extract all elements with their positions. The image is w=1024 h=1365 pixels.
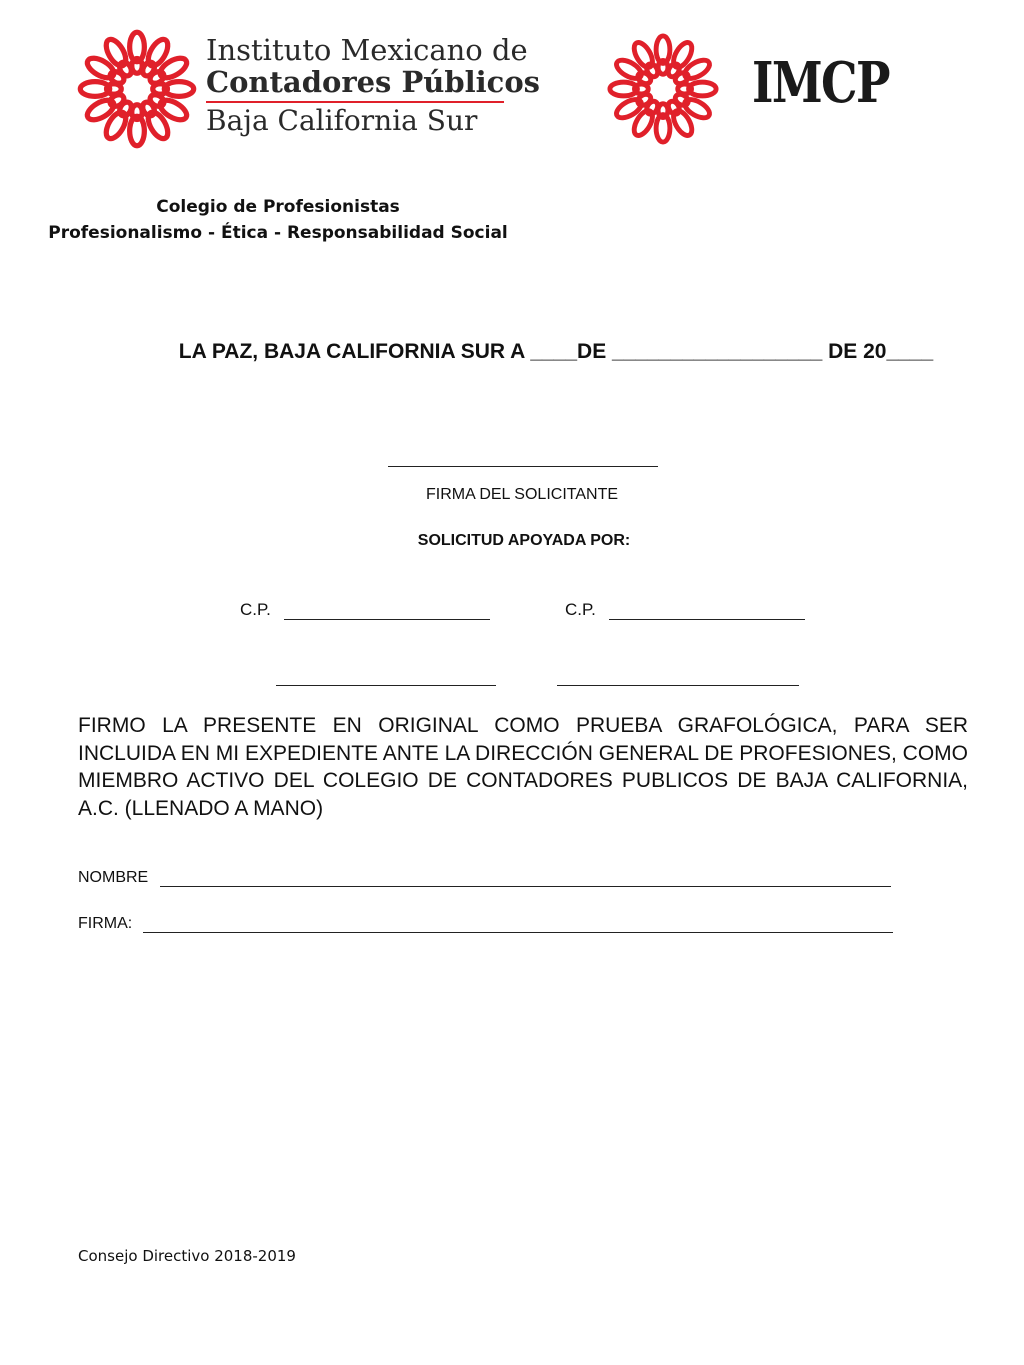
imcp-logo-text: IMCP [752, 50, 889, 116]
motto-caption: Profesionalismo - Ética - Responsabilidad Social [48, 223, 508, 243]
logo-line-2: Contadores Públicos [206, 65, 540, 99]
cp-line-2 [609, 619, 805, 620]
signature-field-line [143, 932, 893, 933]
supporter-signature-line-1 [276, 685, 496, 686]
supporter-signature-line-2 [557, 685, 799, 686]
logo-line-1: Instituto Mexicano de [206, 33, 528, 67]
footer-text: Consejo Directivo 2018-2019 [78, 1247, 296, 1265]
logo-divider [206, 101, 504, 103]
signature-field-label: FIRMA: [78, 915, 133, 932]
cp-label-2: C.P. [565, 600, 596, 619]
logo-line-3: Baja California Sur [206, 104, 478, 137]
college-caption: Colegio de Profesionistas [156, 197, 400, 217]
date-line: LA PAZ, BAJA CALIFORNIA SUR A ____DE __________________ DE 20____ [178, 340, 934, 363]
statement-paragraph: FIRMO LA PRESENTE EN ORIGINAL COMO PRUEBA GRAFOLÓGICA, PARA SER INCLUIDA EN MI EXPEDIENTE ANTE LA DIRECCIÓN GENERAL DE PROFESIONES, COMO MIEMBRO ACTIVO DEL COLEGIO DE CONTADORES PUBLICOS DE BAJA CALIFORNIA, A.C. (LLENADO A MANO) [78, 714, 968, 820]
imcp-emblem-icon [74, 26, 200, 152]
imcp-emblem-icon [600, 30, 726, 148]
applicant-signature-line [388, 466, 658, 467]
institute-logo-text [206, 33, 540, 137]
cp-label-1: C.P. [240, 600, 271, 619]
name-field-label: NOMBRE [78, 869, 149, 886]
cp-line-1 [284, 619, 490, 620]
name-field-line [160, 886, 891, 887]
applicant-signature-label: FIRMA DEL SOLICITANTE [425, 486, 619, 503]
supported-by-heading: SOLICITUD APOYADA POR: [417, 532, 631, 549]
